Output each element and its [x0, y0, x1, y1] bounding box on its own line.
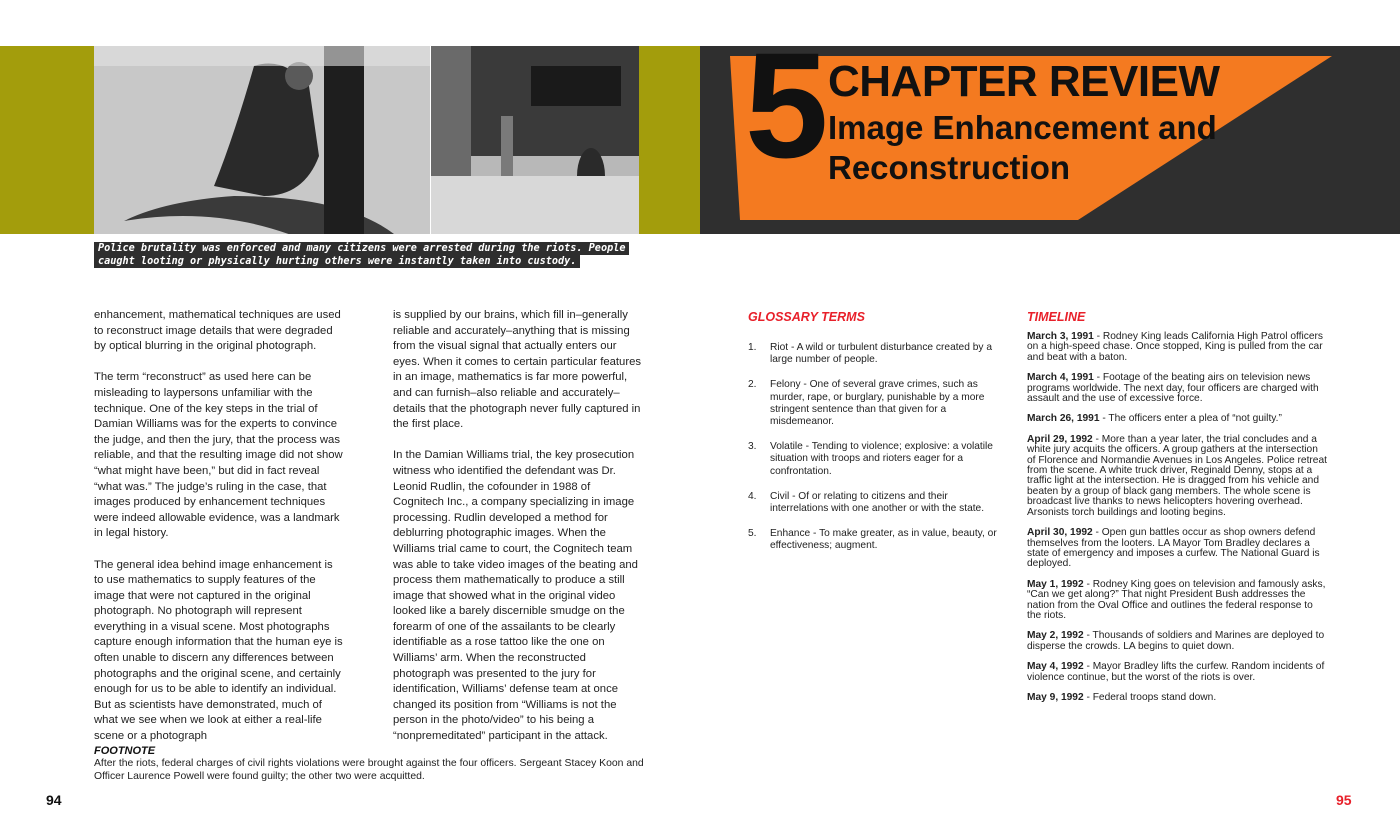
timeline-heading: TIMELINE — [1027, 310, 1086, 324]
timeline-item: March 3, 1991 - Rodney King leads California High Patrol officers on a high-speed chase. Once stopped, King is pulled from the car and beat with a baton. — [1027, 331, 1323, 363]
footnote-heading: FOOTNOTE — [94, 745, 156, 757]
timeline-list — [1027, 332, 1327, 713]
glossary-item: 2. Felony - One of several grave crimes, such as murder, rape, or burglary, punishable by a more stringent sentence than that given for a misdemeanor. — [748, 379, 985, 428]
timeline-item: May 9, 1992 - Federal troops stand down. — [1027, 691, 1217, 703]
glossary-heading: GLOSSARY TERMS — [748, 310, 865, 324]
page-number-right: 95 — [1336, 792, 1352, 808]
paragraph: is supplied by our brains, which fill in–generally reliable and accurately–anything that is missing from the visual signal that actually enters our eyes. When it comes to certain particular features in an image, mathematics is far more powerful, and can furnish–also reliable and accurately–details that the photograph never fully captured in the first place. — [393, 309, 642, 431]
glossary-item: 1. Riot - A wild or turbulent disturbance created by a large number of people. — [748, 342, 992, 366]
timeline-item: March 26, 1991 - The officers enter a plea of “not guilty.” — [1027, 413, 1282, 425]
body-column-2 — [393, 308, 643, 760]
timeline-item: May 1, 1992 - Rodney King goes on television and famously asks, “Can we get along?” That night President Bush addresses the nation from the Oval Office and outlines the federal response to the riots. — [1027, 578, 1326, 621]
chapter-subtitle: Image Enhancement and Reconstruction — [828, 109, 1217, 186]
paragraph: The term “reconstruct” as used here can be misleading to laypersons unfamiliar with the technique. One of the key steps in the trial of Damian Williams was for the experts to convince the judge, and then the jury, that the process was reliable, and that the resulting image did not show “what might have been,” but did in fact reveal “what was.” The judge’s ruling in the case, that images produced by enhancement techniques were indeed allowable evidence, was a landmark in legal history. — [94, 371, 343, 540]
paragraph: In the Damian Williams trial, the key prosecution witness who identified the defendant was Dr. Leonid Rudlin, the cofounder in 1988 of Cognitech Inc., a company specializing in image processing. Rudlin developed a method for deblurring photographic images. When the Williams trial came to court, the Cognitech team was able to take video images of the beating and process them mathematically to produce a still image that showed what in the original video looked like a barely discernible smudge on the forearm of one of the assailants to be clearly identifiable as a rose tattoo like the one on Williams’ arm. When the reconstructed photograph was presented to the jury for identification, Williams’ defense team at once changed its position from “Williams is not the person in the photo/video” to his being a “nonpremeditated” participant in the attack. — [393, 449, 638, 743]
photo-right-panel — [431, 46, 639, 234]
timeline-item: April 29, 1992 - More than a year later, the trial concludes and a white jury acquits the officers. A group gathers at the intersection of Florence and Normandie Avenues in Los Angeles. Police retreat from the scene. A white truck driver, Reginald Denny, stops at a traffic light at the intersection. He is dragged from his vehicle and beaten by a group of black gang members. The whole scene is broadcast live thanks to news helicopters hovering overhead. Arsonists torch buildings and looting begins. — [1027, 433, 1327, 518]
photo-left-panel — [94, 46, 430, 234]
paragraph: The general idea behind image enhancement is to use mathematics to supply features of the image that were not captured in the original photograph. No photograph will represent everything in a visual scene. Most photographs capture enough information that the human eye is often unable to discern any differences between photographs and the original scene, and certainly enough for us to be able to identify an individual. But as scientists have demonstrated, much of what we see when we look at either a real-life scene or a photograph — [94, 558, 343, 743]
photo-caption: Police brutality was enforced and many citizens were arrested during the riots. People caught looting or physically hurting others were instantly taken into custody. — [94, 242, 654, 268]
chapter-title: CHAPTER REVIEW — [828, 57, 1220, 106]
photo-left-scene — [94, 46, 430, 234]
glossary-item: 4. Civil - Of or relating to citizens and their interrelations with one another or with the state. — [748, 490, 985, 515]
page-number-left: 94 — [46, 792, 62, 808]
glossary-list — [748, 342, 1008, 566]
body-column-1 — [94, 308, 344, 760]
timeline-item: March 4, 1991 - Footage of the beating airs on television news programs worldwide. The next day, four officers are charged with assault and the use of excessive force. — [1027, 372, 1319, 405]
paragraph: enhancement, mathematical techniques are used to reconstruct image details that were degraded by optical blurring in the original photograph. — [94, 309, 341, 353]
chapter-number: 5 — [745, 21, 825, 189]
timeline-item: May 2, 1992 - Thousands of soldiers and Marines are deployed to disperse the crowds. LA begins to quiet down. — [1027, 630, 1325, 652]
riot-photo — [94, 46, 639, 234]
timeline-item: April 30, 1992 - Open gun battles occur as shop owners defend themselves from the looters. LA Mayor Tom Bradley declares a state of emergency and imposes a curfew. The National Guard is deployed. — [1027, 527, 1320, 570]
glossary-item: 5. Enhance - To make greater, as in value, beauty, or effectiveness; augment. — [748, 528, 997, 552]
timeline-item: May 4, 1992 - Mayor Bradley lifts the curfew. Random incidents of violence continue, but the worst of the riots is over. — [1027, 661, 1325, 683]
footnote-text: After the riots, federal charges of civil rights violations were brought against the four officers. Sergeant Stacey Koon and Officer Laurence Powell were found guilty; the other two were acquitted. — [94, 758, 644, 782]
glossary-item: 3. Volatile - Tending to violence; explosive: a volatile situation with troops and rioters eager for a confrontation. — [748, 441, 993, 477]
photo-right-scene — [431, 46, 639, 234]
